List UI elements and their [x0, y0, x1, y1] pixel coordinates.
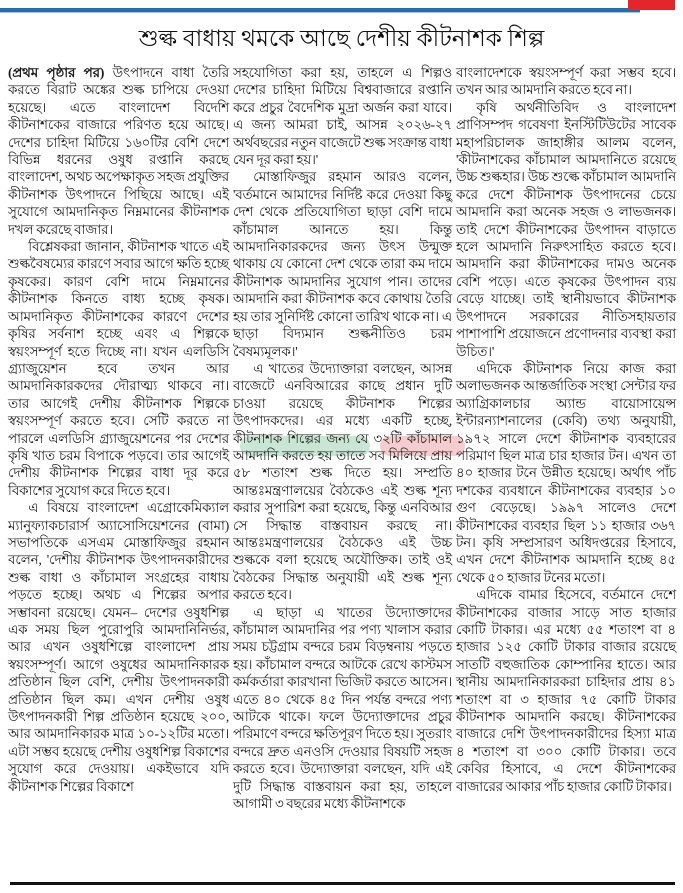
paragraph: এ খাতের উদ্যোক্তারা বলছেন, আসন্ন বাজেটে এনবিআরের কাছে প্রধান দুটি চাওয়া রয়েছে কীটনাশক শিল্পের উৎপাদকদের। এর মধ্যে একটি হচ্ছে, কীটনাশক শিল্পের জন্য যে ৩২টি কাঁচামাল আমদানি করতে হয় তাতে সব মিলিয়ে প্রায় ৫৮ শতাংশ শুল্ক দিতে হয়। সম্প্রতি আন্তঃমন্ত্রণালয়ের বৈঠকেও এই শুল্ক শূন্য করার সুপারিশ করা হয়েছে, কিন্তু এনবিআর সে সিদ্ধান্ত বাস্তবায়ন করছে না। আন্তঃমন্ত্রণালয়ের বৈঠকেও এই উচ্চ শুল্ককে বলা হয়েছে অযৌক্তিক। তাই ওই বৈঠকের সিদ্ধান্ত অনুযায়ী এই শুল্ক শূন্য করতে হবে। [233, 360, 452, 603]
paragraph: এদিকে বামার হিসেবে, বর্তমানে দেশে কীটনাশকের বাজার সাড়ে সাত হাজার কোটি টাকার। এর মধ্যে ৫৫ শতাংশ বা ৪ হাজার ১২৫ কোটি টাকার বাজার রয়েছে সাতটি বহুজাতিক কোম্পানির হাতে। আর স্থানীয় আমদানিকারকরা চাহিদার প্রায় ৪১ শতাংশ বা ৩ হাজার ৭৫ কোটি টাকার কীটনাশক আমদানি করছে। কীটনাশকের বাজারে দেশি উৎপাদনকারীদের হিস্যা মাত্র ৪ শতাংশ বা ৩০০ কোটি টাকার। তবে কেবির হিসাবে, এ দেশে কীটনাশকের বাজারের আকার পাঁচ হাজার কোটি টাকার। [456, 587, 676, 794]
article-column-3 [456, 64, 676, 795]
article-headline: শুল্ক বাধায় থমকে আছে দেশীয় কীটনাশক শিল্প [138, 26, 545, 51]
paragraph: সহযোগিতা করা হয়, তাহলে এ শিল্পও দেশের চাহিদা মিটিয়ে বিশ্ববাজারে রপ্তানি করে প্রচুর বৈদেশিক মুদ্রা অর্জন করা যাবে। এ জন্য আমরা চাই, আসন্ন ২০২৬-২৭ অর্থবছরের নতুন বাজেটে শুল্ক সংক্রান্ত বাধা যেন দূর করা হয়।' [233, 65, 452, 168]
paragraph: এ ছাড়া এ খাতের উদ্যোক্তাদের কাঁচামাল আমদানির পর পণ্য খালাস করার সময় চট্টগ্রাম বন্দরে চরম বিড়ম্বনায় পড়তে হয়। কাঁচামাল বন্দরে আটকে রেখে কাস্টমস কর্মকর্তারা কারখানা ভিজিট করতে আসেন। এতে ৪০ থেকে ৪৫ দিন পর্যন্ত বন্দরে পণ্য আটকে থাকে। ফলে উদ্যোক্তাদের প্রচুর পরিমাণে বন্দরে ক্ষতিপূরণ দিতে হয়। সুতরাং বন্দরে দ্রুত এনওসি দেওয়ার বিষয়টি সহজ করতে হবে। উদ্যোক্তারা বলছেন, যদি এই দুটি সিদ্ধান্ত বাস্তবায়ন করা হয়, তাহলে আগামী ৩ বছরের মধ্যে কীটনাশকে [233, 604, 452, 812]
paragraph: কৃষি অর্থনীতিবিদ ও বাংলাদেশ প্রাণিসম্পদ গবেষণা ইনস্টিটিউটের সাবেক মহাপরিচালক জাহাঙ্গীর আলম বলেন, 'কীটনাশকের কাঁচামাল আমদানিতে রয়েছে উচ্চ শুল্কহার। উচ্চ শুল্কে কাঁচামাল আমদানি করে দেশে কীটনাশক উৎপাদনের চেয়ে আমদানি করা অনেক সহজ ও লাভজনক। তাই দেশে কীটনাশকের উৎপাদন বাড়াতে হলে আমদানি নিরুৎসাহিত করতে হবে। আমদানি করা কীটনাশকের দামও অনেক বেশি পড়ে। এতে কৃষকের উৎপাদন ব্যয় বেড়ে যাচ্ছে। তাই স্থানীয়ভাবে কীটনাশক উৎপাদনে সরকারের নীতিসহায়তার পাশাপাশি প্রয়োজনে প্রণোদনার ব্যবস্থা করা উচিত।' [456, 99, 676, 359]
bottom-box-border [10, 882, 675, 885]
header-accent-red [628, 0, 675, 10]
paragraph: এদিকে কীটনাশক নিয়ে কাজ করা অলাভজনক আন্তর্জাতিক সংস্থা সেন্টার ফর অ্যাগ্রিকালচার অ্যান্ড বায়োসায়েন্স ইন্টারন্যাশনালের (কেবি) তথ্য অনুযায়ী, ১৯৭২ সালে দেশে কীটনাশক ব্যবহারের পরিমাণ ছিল মাত্র চার হাজার টন। এখন তা ৪০ হাজার টনে উন্নীত হয়েছে। অর্থাৎ পাঁচ দশকের ব্যবধানে কীটনাশকের ব্যবহার ১০ গুণ বেড়েছে। ১৯৯৭ সালেও দেশে কীটনাশকের ব্যবহার ছিল ১১ হাজার ৩৬৭ টন। কৃষি সম্প্রসারণ অধিদপ্তরের হিসাবে, এখন দেশে কীটনাশক আমদানি হচ্ছে ৪৫ থেকে ৫০ হাজার টনের মতো। [456, 360, 676, 585]
paragraph: বাংলাদেশকে স্বয়ংসম্পূর্ণ করা সম্ভব হবে। তখন আর আমদানি করতে হবে না। [456, 65, 676, 98]
article-column-2 [233, 64, 452, 812]
paragraph: বিশ্লেষকরা জানান, কীটনাশক খাতে এই শুল্কবৈষম্যের কারণে সবার আগে ক্ষতি হচ্ছে কৃষকের। কারণ বেশি দামে নিম্নমানের কীটনাশক কিনতে বাধ্য হচ্ছে কৃষক। আমদানিকৃত কীটনাশকের কারণে দেশের কৃষির সর্বনাশ হচ্ছে এবং এ শিল্পকে স্বয়ংসম্পূর্ণ হতে দিচ্ছে না। যখন এলডিসি গ্র্যাজুয়েশন হবে তখন আর আমদানিকারকদের দৌরাত্ম্য থাকবে না। তার আগেই দেশীয় কীটনাশক শিল্পকে স্বয়ংসম্পূর্ণ করতে হবে। সেটি করতে না পারলে এলডিসি গ্র্যাজুয়েশনের পর দেশের কৃষি খাত চরম বিপাকে পড়বে। তার আগেই দেশীয় কীটনাশক শিল্পের বাধা দূর করে বিকাশের সুযোগ করে দিতে হবে। [8, 239, 229, 498]
paragraph [8, 64, 229, 238]
continued-from-label: (প্রথম পৃষ্ঠার পর) [8, 65, 105, 80]
header-rule-light [0, 12, 640, 13]
article-column-1 [8, 64, 229, 795]
paragraph: মোস্তাফিজুর রহমান আরও বলেন, 'বর্তমানে আমাদের নির্দিষ্ট করে দেওয়া কিছু দেশ থেকে প্রতিযোগিতা ছাড়া বেশি দামে কাঁচামাল আনতে হয়। কিন্তু আমদানিকারকদের জন্য উৎস উন্মুক্ত থাকায় যে কোনো দেশ থেকে তারা কম দামে কীটনাশক আমদানির সুযোগ পান। তাদের আমদানি করা কীটনাশক কবে কোথায় তৈরি হয় তার সুনির্দিষ্ট কোনো তারিখ থাকে না। এ ছাড়া বিদ্যমান শুল্কনীতিও চরম বৈষম্যমূলক।' [233, 169, 452, 359]
paragraph-text: উৎপাদনে বাধা তৈরি করতে বিরাট অঙ্কের শুল্ক চাপিয়ে দেওয়া হয়েছে। এতে বাংলাদেশ বিদেশি কীটনাশকের বাজারে পরিণত হয়ে আছে। দেশের চাহিদা মিটিয়ে ১৬০টির বেশি দেশে বিভিন্ন ধরনের ওষুধ রপ্তানি করছে বাংলাদেশ, অথচ অপেক্ষাকৃত সহজ প্রযুক্তির কীটনাশক উৎপাদনে পিছিয়ে আছে। এই সুযোগে আমদানিকৃত নিম্নমানের কীটনাশক দখল করেছে বাজার। [8, 65, 229, 237]
paragraph: এ বিষয়ে বাংলাদেশ এগ্রোকেমিক্যাল ম্যানুফ্যাকচারার্স অ্যাসোসিয়েশনের (বামা) সভাপতিকে এসএম মোস্তাফিজুর রহমান বলেন, 'দেশীয় কীটনাশক উৎপাদনকারীদের শুল্ক বাধা ও কাঁচামাল সংগ্রহের বাধায় পড়তে হচ্ছে। অথচ এ শিল্পের অপার সম্ভাবনা রয়েছে। যেমন– দেশের ওষুধশিল্প এক সময় ছিল পুরোপুরি আমদানিনির্ভর, আর এখন ওষুধশিল্পে বাংলাদেশ প্রায় স্বয়ংসম্পূর্ণ। আগে ওষুধের আমদানিকারক প্রতিষ্ঠান ছিল বেশি, দেশীয় উৎপাদনকারী প্রতিষ্ঠান ছিল কম। এখন দেশীয় ওষুধ উৎপাদনকারী শিল্প প্রতিষ্ঠান হয়েছে ২০০, আর আমদানিকারক মাত্র ১০-১২টির মতো। এটা সম্ভব হয়েছে দেশীয় ওষুধশিল্প বিকাশের সুযোগ করে দেওয়ায়। একইভাবে যদি কীটনাশক শিল্পের বিকাশে [8, 500, 229, 794]
